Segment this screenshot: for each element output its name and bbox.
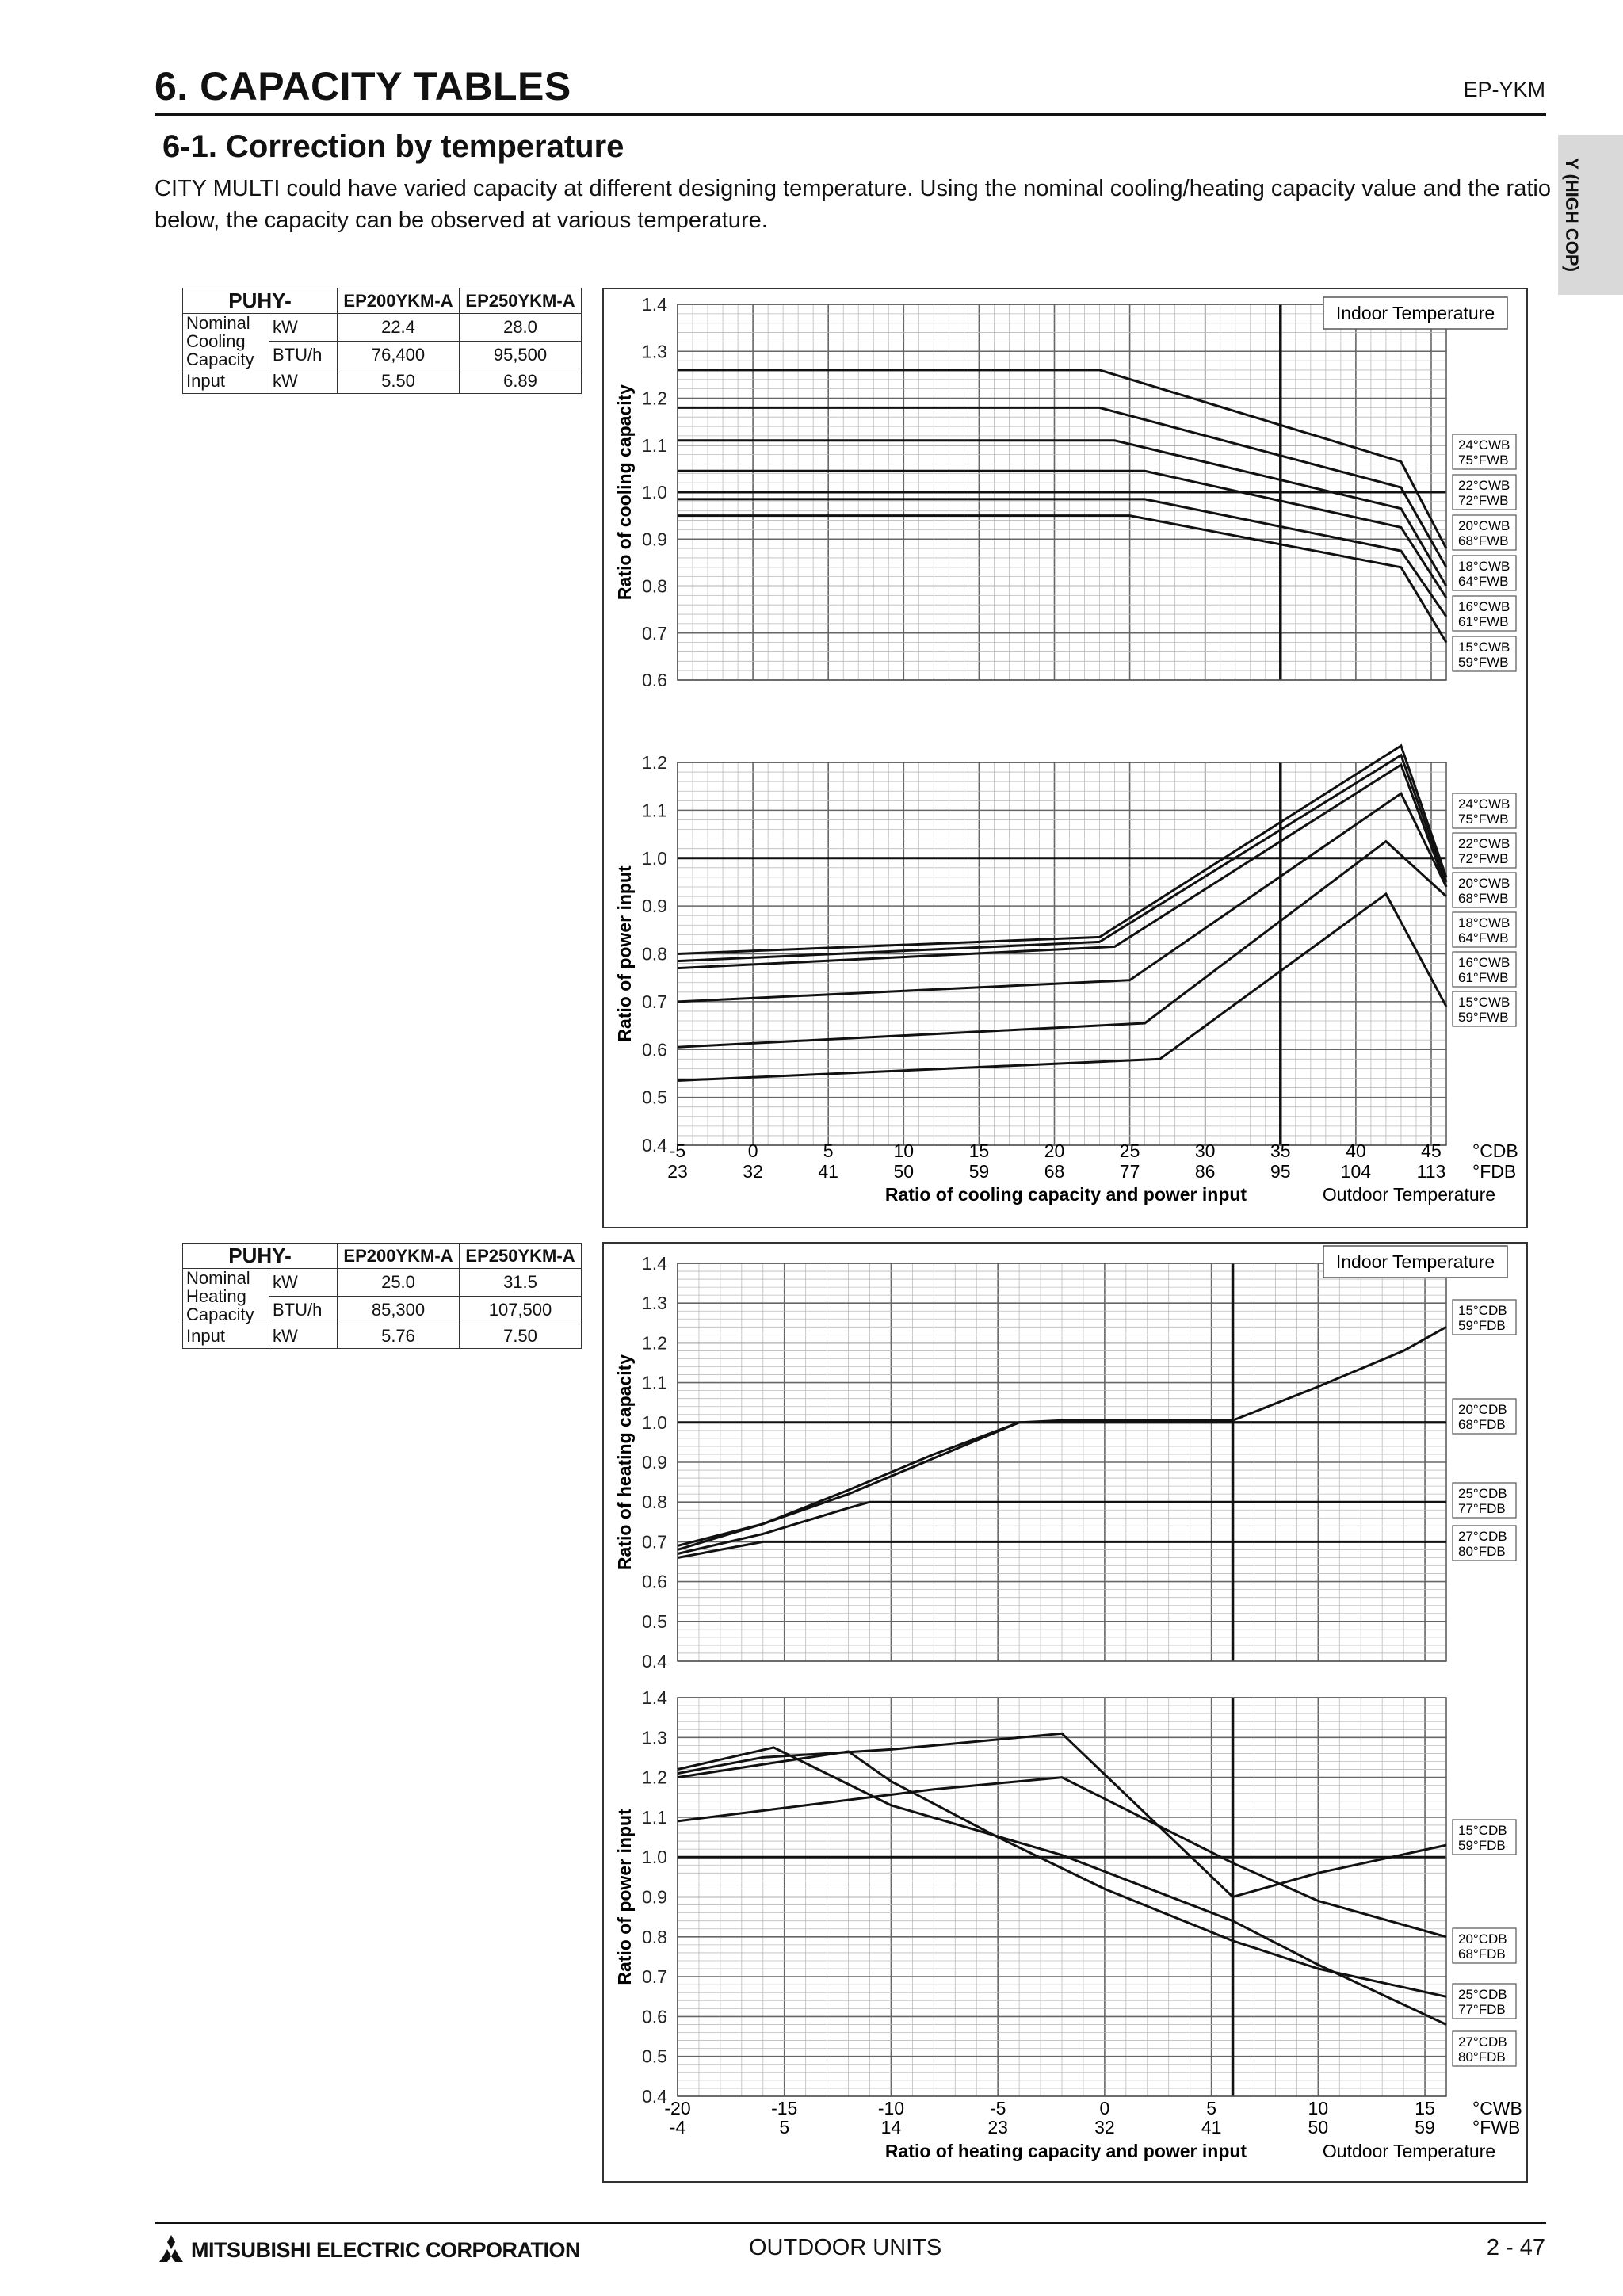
- chart2-xunit-c: °CDB: [1472, 1140, 1518, 1161]
- chart3-ytick-label: 0.9: [642, 1452, 667, 1473]
- chart2-ytick-label: 0.5: [642, 1087, 667, 1108]
- chart2-xtick-label-f: 50: [893, 1161, 915, 1182]
- chart4-xtick-label-f: 23: [987, 2117, 1008, 2137]
- chart1-legend-entry: 20°CWB: [1458, 518, 1510, 533]
- page-number: 2 - 47: [1486, 2235, 1545, 2260]
- chart2-legend-entry: 75°FWB: [1458, 812, 1509, 827]
- chart2-xtick-label-c: 40: [1346, 1140, 1366, 1161]
- chart1-ytick-label: 0.9: [642, 529, 667, 550]
- chart2-xtick-label-f: 77: [1119, 1161, 1140, 1182]
- table-header-cell: PUHY-: [183, 288, 338, 314]
- chart1-legend-entry: 75°FWB: [1458, 453, 1509, 468]
- chart3-ytick-label: 1.2: [642, 1332, 667, 1354]
- chart1-legend-entry: 68°FWB: [1458, 533, 1509, 548]
- chart2-legend-entry: 16°CWB: [1458, 955, 1510, 970]
- chart2-xtick-label-c: -5: [669, 1140, 686, 1161]
- table-header-cell: PUHY-: [183, 1244, 338, 1269]
- table-unit-cell: kW: [269, 369, 338, 394]
- chart2-legend-entry: 59°FWB: [1458, 1010, 1509, 1025]
- chart2-series-line: [678, 894, 1446, 1081]
- chart1-series-line: [678, 370, 1446, 548]
- chart4-ytick-label: 0.4: [642, 2086, 667, 2107]
- chart4-xlabel: Ratio of heating capacity and power input: [884, 2141, 1247, 2161]
- chart2-xtick-label-c: 20: [1044, 1140, 1065, 1161]
- table-row-label: Input: [183, 369, 269, 394]
- chart2-legend-entry: 22°CWB: [1458, 836, 1510, 851]
- table-cell: 22.4: [338, 314, 460, 342]
- chart3-legend-entry: 20°CDB: [1458, 1402, 1507, 1417]
- chart2-xtick-label-c: 35: [1270, 1140, 1291, 1161]
- table-cell: 31.5: [460, 1269, 582, 1297]
- chart2-xtick-label-f: 59: [968, 1161, 990, 1182]
- chart3-legend-title: Indoor Temperature: [1335, 1251, 1495, 1272]
- chart4-xtick-label-f: -4: [669, 2117, 686, 2137]
- chart2-ytick-label: 0.6: [642, 1039, 667, 1060]
- chart2-ytick-label: 0.9: [642, 896, 667, 917]
- chart1-legend-entry: 24°CWB: [1458, 437, 1510, 453]
- chart1-legend-entry: 15°CWB: [1458, 640, 1510, 655]
- chart3-legend-entry: 59°FDB: [1458, 1318, 1506, 1333]
- chart2-legend-entry: 68°FWB: [1458, 891, 1509, 906]
- chart4-legend-entry: 20°CDB: [1458, 1931, 1507, 1946]
- chart1-legend-title: Indoor Temperature: [1335, 303, 1495, 323]
- chart4-ytick-label: 0.8: [642, 1926, 667, 1947]
- chart4-legend-entry: 68°FDB: [1458, 1946, 1506, 1962]
- chart4-legend-entry: 25°CDB: [1458, 1987, 1507, 2002]
- intro-text: CITY MULTI could have varied capacity at different designing temperature. Using the nominal cooling/heating capacity value and the ratio below, the capacity can be observed at various temperature.: [155, 176, 1551, 233]
- chart4-ytick-label: 0.7: [642, 1966, 667, 1988]
- table-cell: 28.0: [460, 314, 582, 342]
- chart2-xtick-label-f: 95: [1270, 1161, 1291, 1182]
- table-cell: 25.0: [338, 1269, 460, 1297]
- chart1-series-line: [678, 471, 1446, 598]
- chart2-xtick-label-c: 45: [1421, 1140, 1442, 1161]
- chart4-ytick-label: 1.3: [642, 1727, 667, 1748]
- chart3-ylabel: Ratio of heating capacity: [614, 1354, 635, 1571]
- chart1-ytick-label: 1.0: [642, 482, 667, 502]
- table-header-cell: EP250YKM-A: [460, 288, 582, 314]
- chart3-ytick-label: 1.4: [642, 1253, 667, 1274]
- chart3-ytick-label: 0.5: [642, 1610, 667, 1632]
- table-cell: 5.50: [338, 369, 460, 394]
- chart3-ytick-label: 0.6: [642, 1571, 667, 1592]
- chart4-xtick-label-c: -10: [877, 2098, 905, 2118]
- model-code: EP-YKM: [1463, 78, 1545, 101]
- chart2-ytick-label: 1.1: [642, 800, 667, 821]
- chart4-ylabel: Ratio of power input: [614, 1809, 635, 1985]
- chart2-xtick-label-c: 10: [893, 1140, 915, 1161]
- chart4-ytick-label: 0.9: [642, 1886, 667, 1908]
- chart2-legend-entry: 64°FWB: [1458, 930, 1509, 946]
- chart3-ytick-label: 1.0: [642, 1412, 667, 1433]
- chart2-xtick-label-c: 15: [968, 1140, 990, 1161]
- chart4-xtick-label-c: 0: [1099, 2098, 1110, 2118]
- table-unit-cell: kW: [269, 314, 338, 342]
- chart4-xtick-label-c: -5: [989, 2098, 1006, 2118]
- chart1-ytick-label: 1.1: [642, 434, 667, 456]
- chart1-series-line: [678, 407, 1446, 567]
- side-tab-label: Y (HIGH COP): [1562, 158, 1582, 272]
- chart3-ytick-label: 0.4: [642, 1651, 667, 1671]
- chart3-legend-entry: 80°FDB: [1458, 1544, 1506, 1559]
- three-diamonds-icon: [155, 2235, 188, 2262]
- chart1-legend-entry: 16°CWB: [1458, 599, 1510, 614]
- chart4-legend-entry: 27°CDB: [1458, 2034, 1507, 2050]
- chart4-ytick-label: 0.5: [642, 2046, 667, 2067]
- chart4-xtick-label-f: 41: [1201, 2117, 1222, 2137]
- chart2-legend-entry: 61°FWB: [1458, 970, 1509, 985]
- chart1-legend-entry: 22°CWB: [1458, 478, 1510, 493]
- chart4-ytick-label: 0.6: [642, 2006, 667, 2027]
- chart2-xtick-label-c: 25: [1119, 1140, 1140, 1161]
- table-unit-cell: kW: [269, 1324, 338, 1349]
- table-cell: 5.76: [338, 1324, 460, 1349]
- chart2-xtick-label-f: 41: [818, 1161, 838, 1182]
- chart1-legend-entry: 72°FWB: [1458, 493, 1509, 508]
- table-cell: 76,400: [338, 342, 460, 369]
- chart3-legend-entry: 27°CDB: [1458, 1529, 1507, 1544]
- chart4-legend-entry: 59°FDB: [1458, 1838, 1506, 1853]
- table-header-cell: EP200YKM-A: [338, 288, 460, 314]
- chart4-xtick-label-c: -15: [771, 2098, 798, 2118]
- chart3-legend-entry: 68°FDB: [1458, 1417, 1506, 1432]
- table-cell: 107,500: [460, 1297, 582, 1324]
- chart2-xlabel-right: Outdoor Temperature: [1322, 1184, 1496, 1205]
- chart4-ytick-label: 1.0: [642, 1847, 667, 1868]
- chart4-ytick-label: 1.4: [642, 1687, 667, 1708]
- chart-frame-cooling: [603, 288, 1527, 1228]
- chart3-ytick-label: 1.1: [642, 1372, 667, 1393]
- chart2-xtick-label-f: 86: [1194, 1161, 1216, 1182]
- table-cell: 7.50: [460, 1324, 582, 1349]
- chart3-ytick-label: 0.8: [642, 1492, 667, 1513]
- table-row-label: Input: [183, 1324, 269, 1349]
- chart3-legend-entry: 77°FDB: [1458, 1501, 1506, 1516]
- chart2-xtick-label-c: 30: [1194, 1140, 1216, 1161]
- chart1-series-line: [678, 441, 1446, 586]
- chart4-xtick-label-f: 59: [1415, 2117, 1435, 2137]
- chart2-legend-entry: 18°CWB: [1458, 915, 1510, 930]
- table-unit-cell: BTU/h: [269, 342, 338, 369]
- chart2-xunit-f: °FDB: [1472, 1161, 1517, 1182]
- chart2-series-line: [678, 793, 1446, 1002]
- chart1-legend-entry: 64°FWB: [1458, 574, 1509, 589]
- chart3-legend-entry: 15°CDB: [1458, 1303, 1507, 1318]
- chart2-legend-entry: 24°CWB: [1458, 797, 1510, 812]
- chart2-ytick-label: 0.8: [642, 943, 667, 965]
- chart4-ytick-label: 1.1: [642, 1806, 667, 1828]
- brand-logo: [155, 2235, 580, 2263]
- chart4-ytick-label: 1.2: [642, 1767, 667, 1788]
- chart2-xtick-label-f: 113: [1416, 1161, 1446, 1182]
- chart4-legend-entry: 77°FDB: [1458, 2002, 1506, 2017]
- chart2-legend-entry: 15°CWB: [1458, 995, 1510, 1010]
- chart1-legend-entry: 59°FWB: [1458, 655, 1509, 670]
- chart1-ytick-label: 1.2: [642, 388, 667, 409]
- chart2-xlabel: Ratio of cooling capacity and power input: [884, 1184, 1247, 1205]
- chart4-legend-entry: 80°FDB: [1458, 2050, 1506, 2065]
- chart1-ytick-label: 1.3: [642, 341, 667, 362]
- chart1-ytick-label: 0.6: [642, 670, 667, 690]
- chart4-xtick-label-c: -20: [664, 2098, 691, 2118]
- chart1-ylabel: Ratio of cooling capacity: [614, 384, 635, 601]
- table-header-cell: EP200YKM-A: [338, 1244, 460, 1269]
- table-cell: 95,500: [460, 342, 582, 369]
- chart4-xtick-label-c: 10: [1308, 2098, 1329, 2118]
- table-row-label: Nominal Heating Capacity: [183, 1269, 269, 1324]
- chart2-xtick-label-f: 104: [1340, 1161, 1372, 1182]
- chart4-xtick-label-c: 5: [1206, 2098, 1217, 2118]
- chart2-xtick-label-f: 23: [667, 1161, 688, 1182]
- chart2-series-line: [678, 746, 1446, 954]
- chart1-ytick-label: 1.4: [642, 294, 667, 315]
- chart4-xtick-label-c: 15: [1415, 2098, 1435, 2118]
- chart2-ylabel: Ratio of power input: [614, 865, 635, 1042]
- footer-rule: [155, 2222, 1546, 2224]
- chart3-ytick-label: 1.3: [642, 1293, 667, 1314]
- chart2-xtick-label-f: 32: [743, 1161, 763, 1182]
- chart2-legend-entry: 72°FWB: [1458, 851, 1509, 866]
- table-header-cell: EP250YKM-A: [460, 1244, 582, 1269]
- chart2-ytick-label: 0.4: [642, 1135, 667, 1156]
- page-title: 6. CAPACITY TABLES: [155, 64, 571, 109]
- chart2-xtick-label-f: 68: [1044, 1161, 1065, 1182]
- chart4-xunit-f: °FWB: [1472, 2117, 1521, 2137]
- chart2-ytick-label: 1.2: [642, 752, 667, 773]
- table-row-label: Nominal Cooling Capacity: [183, 314, 269, 369]
- chart2-xtick-label-c: 0: [747, 1140, 758, 1161]
- brand-name: MITSUBISHI ELECTRIC CORPORATION: [191, 2238, 581, 2262]
- chart2-legend-entry: 20°CWB: [1458, 876, 1510, 891]
- chart3-legend-entry: 25°CDB: [1458, 1486, 1507, 1501]
- chart4-legend-entry: 15°CDB: [1458, 1823, 1507, 1838]
- table-unit-cell: kW: [269, 1269, 338, 1297]
- footer-section-name: OUTDOOR UNITS: [749, 2235, 942, 2260]
- chart4-xunit-c: °CWB: [1472, 2098, 1522, 2118]
- chart1-legend-entry: 61°FWB: [1458, 614, 1509, 629]
- chart2-xtick-label-c: 5: [823, 1140, 834, 1161]
- chart4-xtick-label-f: 50: [1308, 2117, 1329, 2137]
- chart4-xlabel-right: Outdoor Temperature: [1322, 2141, 1496, 2161]
- chart4-xtick-label-f: 14: [880, 2117, 902, 2137]
- table-unit-cell: BTU/h: [269, 1297, 338, 1324]
- chart2-ytick-label: 1.0: [642, 847, 667, 869]
- section-title: 6-1. Correction by temperature: [162, 129, 624, 164]
- table-cell: 6.89: [460, 369, 582, 394]
- chart1-ytick-label: 0.8: [642, 575, 667, 597]
- table-cell: 85,300: [338, 1297, 460, 1324]
- chart1-ytick-label: 0.7: [642, 622, 667, 644]
- chart1-legend-entry: 18°CWB: [1458, 559, 1510, 574]
- chart4-xtick-label-f: 32: [1094, 2117, 1115, 2137]
- chart3-ytick-label: 0.7: [642, 1531, 667, 1553]
- chart2-ytick-label: 0.7: [642, 991, 667, 1012]
- chart4-xtick-label-f: 5: [779, 2117, 790, 2137]
